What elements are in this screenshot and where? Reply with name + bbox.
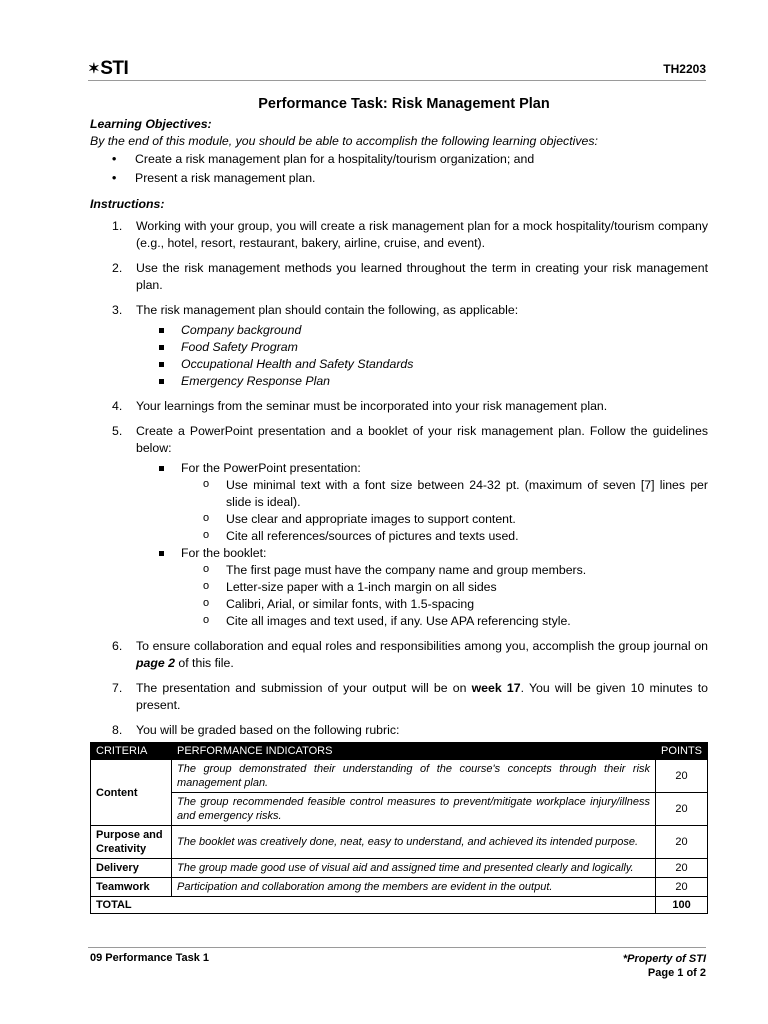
instruction-step-6: 6. To ensure collaboration and equal roles and responsibilities among you, accomplish the group journal on page 2 of this file.: [112, 639, 708, 670]
plan-contents-item: Emergency Response Plan: [136, 373, 708, 390]
rubric-header-criteria: CRITERIA: [91, 743, 172, 760]
document-body: [90, 94, 708, 914]
table-row: [91, 760, 708, 793]
step-text: Use the risk management methods you learned throughout the term in creating your risk management plan.: [136, 261, 708, 292]
header-divider: [88, 80, 706, 81]
instructions-heading: Instructions:: [90, 197, 165, 211]
total-label: TOTAL: [91, 897, 656, 914]
instruction-step-8: 8. You will be graded based on the following rubric:: [112, 723, 400, 737]
indicator-cell: The group made good use of visual aid and assigned time and presented clearly and logically.: [172, 859, 656, 878]
step-text: To ensure collaboration and equal roles and responsibilities among you, accomplish the group journal on: [136, 639, 708, 653]
step-text: You will be graded based on the following rubric:: [136, 723, 400, 737]
learning-objectives-intro: By the end of this module, you should be able to accomplish the following learning objectives:: [90, 134, 598, 148]
step-emphasis: page 2: [136, 656, 175, 670]
step-text: Working with your group, you will create a risk management plan for a mock hospitality/tourism company (e.g., hotel, resort, restaurant, bakery, airline, cruise, and event).: [136, 219, 708, 250]
guideline-item: o Use clear and appropriate images to support content.: [181, 511, 708, 528]
plan-contents-list: [136, 322, 708, 390]
indicator-cell: Participation and collaboration among the members are evident in the output.: [172, 878, 656, 897]
powerpoint-guidelines: [181, 477, 708, 545]
guideline-label: For the booklet:: [181, 546, 267, 560]
points-cell: 20: [656, 793, 708, 826]
total-row: [91, 897, 708, 914]
objectives-list: [90, 151, 708, 187]
guideline-item: o Letter-size paper with a 1-inch margin on all sides: [181, 579, 708, 596]
guidelines-list: [136, 460, 708, 630]
guideline-item: o Cite all references/sources of pictures and texts used.: [181, 528, 708, 545]
table-row: [91, 859, 708, 878]
instruction-step-4: 4. Your learnings from the seminar must be incorporated into your risk management plan.: [112, 399, 608, 413]
table-row: [91, 793, 708, 826]
criteria-cell: Content: [91, 760, 172, 826]
plan-contents-item: Food Safety Program: [136, 339, 708, 356]
booklet-guidelines: [181, 562, 708, 630]
indicator-cell: The group recommended feasible control measures to prevent/mitigate workplace injury/illness and emergency risks.: [172, 793, 656, 826]
sti-swirl-icon: ✶: [88, 59, 100, 76]
instruction-step-1: 1. Working with your group, you will create a risk management plan for a mock hospitality/tourism company (e.g., hotel, resort, restaurant, bakery, airline, cruise, and event).: [112, 219, 708, 250]
instruction-step-2: 2. Use the risk management methods you learned throughout the term in creating your risk management plan.: [112, 261, 708, 292]
guideline-item: o Cite all images and text used, if any. Use APA referencing style.: [181, 613, 708, 630]
indicator-cell: The group demonstrated their understanding of the course's concepts through their risk management plan.: [172, 760, 656, 793]
instructions-list: [90, 218, 708, 739]
total-points: 100: [656, 897, 708, 914]
rubric-table: [90, 742, 708, 914]
step-text: Create a PowerPoint presentation and a booklet of your risk management plan. Follow the guidelines below:: [136, 424, 708, 455]
step-text: of this file.: [174, 656, 234, 670]
indicator-cell: The booklet was creatively done, neat, easy to understand, and achieved its intended purpose.: [172, 826, 656, 859]
criteria-cell: Delivery: [91, 859, 172, 878]
plan-contents-item: Occupational Health and Safety Standards: [136, 356, 708, 373]
points-cell: 20: [656, 878, 708, 897]
table-row: [91, 826, 708, 859]
points-cell: 20: [656, 859, 708, 878]
course-code: TH2203: [663, 62, 706, 76]
step-text: Your learnings from the seminar must be incorporated into your risk management plan.: [136, 399, 608, 413]
objective-item: • Create a risk management plan for a hospitality/tourism organization; and: [112, 151, 708, 168]
points-cell: 20: [656, 760, 708, 793]
table-row: [91, 878, 708, 897]
instruction-step-5: 5. Create a PowerPoint presentation and a booklet of your risk management plan. Follow the guidelines below: For the PowerPoint presentation: o Use minimal text with a font size between 24-32 pt. (maximum of seven [7] lines per slide is ideal). o Use clear and appropriate images to support content. o Cite all references/sources of pictures and texts used. For the booklet: o The first page must have the company name and group members. o Letter-size paper with a 1-inch margin on all sides o Calibri, Arial, or similar fonts, with 1.5-spacing o Cite all images and text used, if any. Use APA referencing style.: [90, 423, 708, 630]
guideline-item: o Calibri, Arial, or similar fonts, with 1.5-spacing: [181, 596, 708, 613]
rubric-header-points: POINTS: [656, 743, 708, 760]
page-title: Performance Task: Risk Management Plan: [258, 96, 550, 112]
footer-task-label: 09 Performance Task 1: [90, 952, 210, 964]
guideline-powerpoint: [136, 460, 708, 545]
guideline-label: For the PowerPoint presentation:: [181, 461, 361, 475]
instruction-step-7: 7. The presentation and submission of your output will be on week 17. You will be given 10 minutes to present.: [112, 681, 708, 712]
learning-objectives-heading: Learning Objectives:: [90, 117, 212, 131]
objective-item: • Present a risk management plan.: [112, 170, 708, 187]
rubric-header-row: [91, 743, 708, 760]
plan-contents-item: Company background: [136, 322, 708, 339]
step-text: The presentation and submission of your output will be on: [136, 681, 472, 695]
step-emphasis: week 17: [471, 681, 521, 695]
rubric-header-indicators: PERFORMANCE INDICATORS: [172, 743, 656, 760]
guideline-booklet: [136, 545, 708, 630]
sti-logo: [88, 58, 128, 80]
page-number: Page 1 of 2: [647, 967, 706, 979]
logo-text: STI: [100, 58, 129, 79]
criteria-cell: Teamwork: [91, 878, 172, 897]
instruction-step-3: 3. The risk management plan should contain the following, as applicable: Company background Food Safety Program Occupational Health and Safety Standards Emergency Response Plan: [90, 302, 708, 390]
step-text: The risk management plan should contain the following, as applicable:: [136, 303, 519, 317]
points-cell: 20: [656, 826, 708, 859]
property-notice: *Property of STI: [622, 953, 706, 965]
footer-divider: [88, 947, 706, 948]
guideline-item: o Use minimal text with a font size between 24-32 pt. (maximum of seven [7] lines per slide is ideal).: [181, 477, 708, 511]
footer-right: [623, 952, 706, 980]
guideline-item: o The first page must have the company name and group members.: [181, 562, 708, 579]
step-text: . You will be given 10 minutes to present.: [136, 681, 708, 712]
criteria-cell: Purpose and Creativity: [91, 826, 172, 859]
